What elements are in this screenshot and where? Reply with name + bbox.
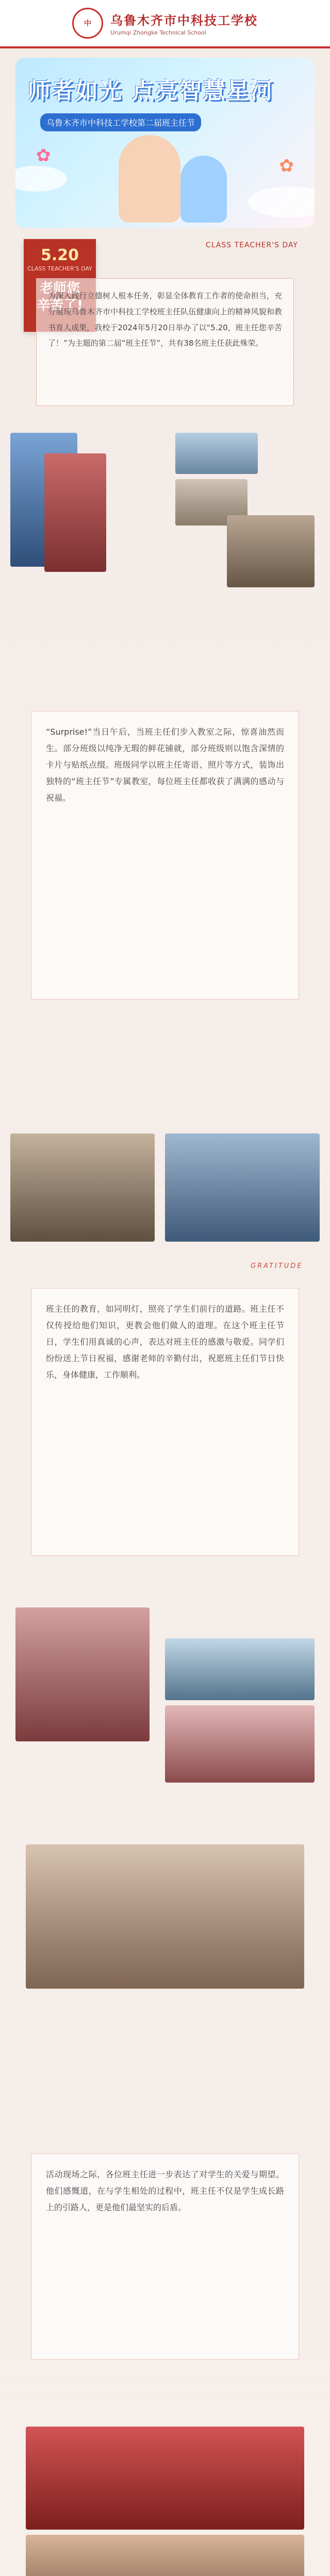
story-paragraph: “Surprise!”当日午后，当班主任们步入教室之际，惊喜油然而生。部分班级以纯净无瑕的鲜花铺就，部分班级则以饱含深情的卡片与贴纸点缀。班级同学以班主任寄语、照片等方式，装饰出独特的“班主任节”专属教室，每位班主任都收获了满满的感动与祝福。: [46, 727, 284, 803]
school-header: [0, 0, 330, 48]
hero-banner: [15, 58, 315, 228]
class-photo: [165, 1133, 320, 1242]
school-english-name: Urumqi Zhongke Technical School: [110, 29, 206, 36]
story-paragraph: 班主任的教育，如同明灯，照亮了学生们前行的道路。班主任不仅传授给他们知识，更教会他们做人的道理。在这个班主任节日，学生们用真诚的心声，表达对班主任的感激与敬爱。同学们纷纷送上节日祝福，感谢老师的辛勤付出，祝愿班主任们节日快乐，身体健康，工作顺利。: [46, 1304, 284, 1380]
teacher-photo: [44, 453, 106, 572]
teacher-day-label: CLASS TEACHER'S DAY: [205, 241, 298, 249]
hero-subtitle: 乌鲁木齐市中科技工学校第二届班主任节: [40, 113, 201, 131]
story-card: [31, 1288, 299, 1556]
section-label: GRATITUDE: [251, 1262, 303, 1270]
intro-paragraph: 为深入践行立德树人根本任务，彰显全体教育工作者的使命担当，充分展现乌鲁木齐市中科技工学校班主任队伍健康向上的精神风貌和教书育人成果，我校于2024年5月20日举办了以“5.20，班主任您辛苦了！”为主题的第二届“班主任节”，共有38名班主任获此殊荣。: [36, 278, 294, 406]
group-photo: [227, 515, 315, 587]
class-photo: [10, 1133, 155, 1242]
classroom-photo: [165, 1638, 315, 1700]
banner-photo: [26, 2427, 304, 2530]
story-card: [31, 711, 299, 999]
date-tag: CLASS TEACHER'S DAY: [27, 265, 92, 272]
school-name: 乌鲁木齐市中科技工学校: [110, 13, 258, 28]
group-photo: [26, 2535, 304, 2576]
cloud-decoration: [15, 166, 67, 192]
teacher-with-flowers-photo: [15, 1607, 150, 1741]
flower-icon: ✿: [279, 156, 294, 176]
hero-title: 师者如光 点亮智慧星河: [28, 78, 274, 104]
event-photo: [26, 1844, 304, 1989]
flower-icon: ✿: [36, 145, 51, 166]
story-card: [31, 2154, 299, 2360]
student-illustration: [180, 156, 227, 223]
date-text: 5.20: [40, 246, 79, 264]
school-seal-icon: 中: [72, 8, 103, 39]
cloud-decoration: [248, 187, 315, 217]
teacher-illustration: [119, 135, 180, 223]
celebration-photo: [165, 1705, 315, 1783]
story-paragraph: 活动现场之际，各位班主任进一步表达了对学生的关爱与期望。他们感慨道，在与学生相处的过程中，班主任不仅是学生成长路上的引路人，更是他们最坚实的后盾。: [46, 2170, 284, 2212]
classroom-photo: [175, 433, 258, 474]
